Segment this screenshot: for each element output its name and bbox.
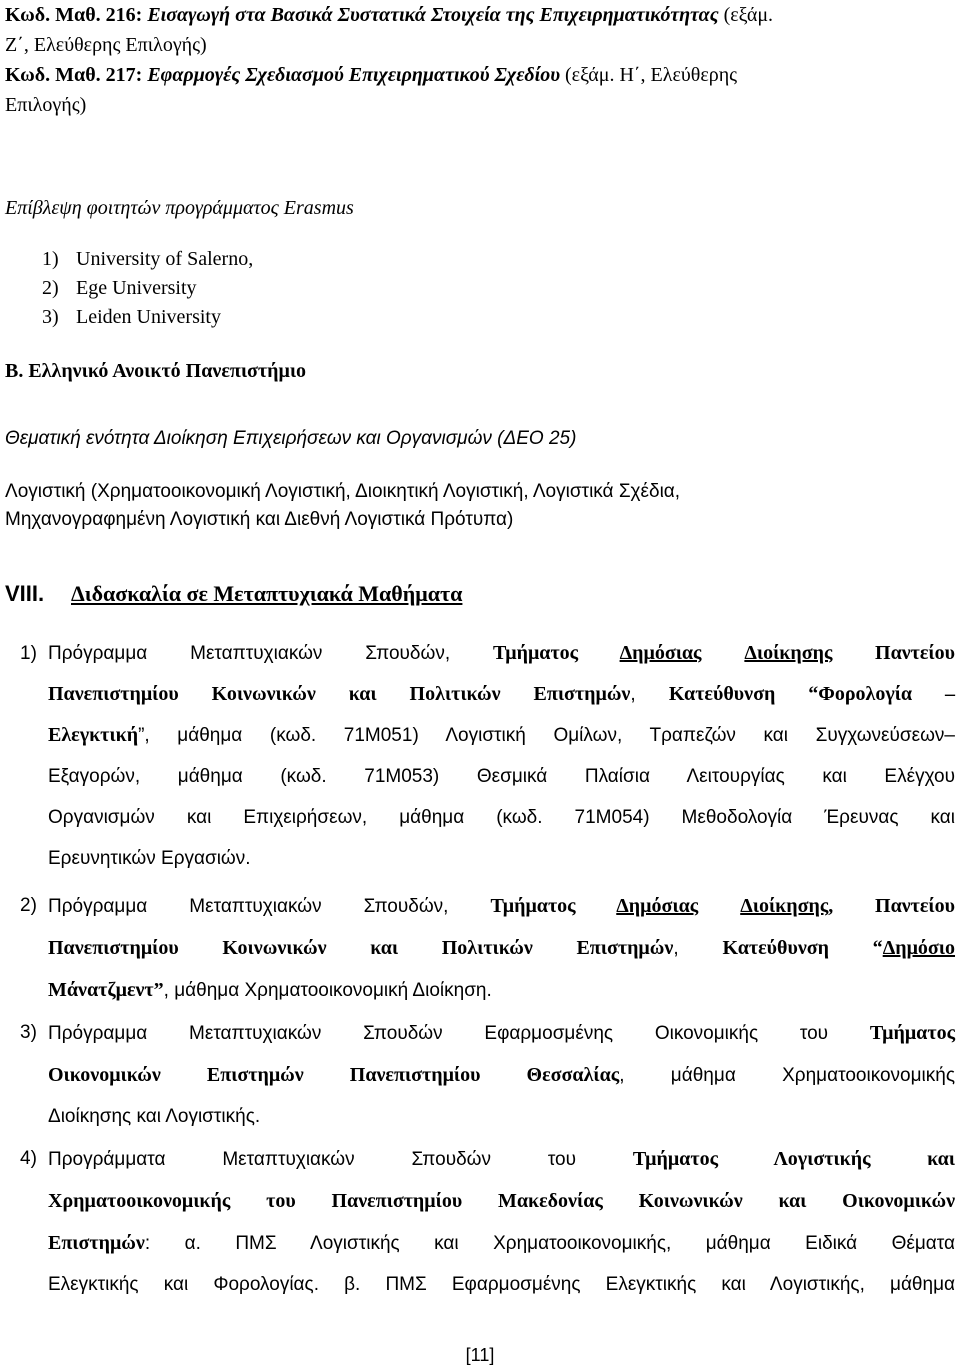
- item-row: Οικονομικών Επιστημών Πανεπιστημίου Θεσσαλίας, μάθημα Χρηματοοικονομικής: [48, 1064, 955, 1086]
- item-row: Ερευνητικών Εργασιών.: [48, 848, 251, 869]
- erasmus-item: 1) University of Salerno,: [42, 248, 254, 270]
- item-row: Πανεπιστημίου Κοινωνικών και Πολιτικών Επιστημών, Κατεύθυνση “Δημόσιο: [48, 937, 956, 959]
- accounting-line: Λογιστική (Χρηματοοικονομική Λογιστική, Διοικητική Λογιστική, Λογιστικά Σχέδια,: [5, 481, 681, 502]
- section-b-heading: Β. Ελληνικό Ανοικτό Πανεπιστήμιο: [5, 360, 307, 382]
- erasmus-title: Επίβλεψη φοιτητών προγράμματος Erasmus: [5, 197, 354, 219]
- item-row: Οργανισμών και Επιχειρήσεων, μάθημα (κωδ. 71Μ054) Μεθοδολογία Έρευνας και: [48, 807, 955, 828]
- item-row: 2) Πρόγραμμα Μεταπτυχιακών Σπουδών, Τμήματος Δημόσιας Διοίκησης, Παντείου: [20, 885, 955, 927]
- item-row: Πανεπιστημίου Κοινωνικών και Πολιτικών Επιστημών, Κατεύθυνση “Φορολογία –: [48, 683, 956, 705]
- item-row: 4) Προγράμματα Μεταπτυχιακών Σπουδών του Τμήματος Λογιστικής και: [20, 1138, 955, 1180]
- postgrad-item: [20, 633, 955, 879]
- item-row: 3) Πρόγραμμα Μεταπτυχιακών Σπουδών Εφαρμοσμένης Οικονομικής του Τμήματος: [20, 1012, 955, 1054]
- module-title: Θεματική ενότητα Διοίκηση Επιχειρήσεων και Οργανισμών (ΔΕΟ 25): [5, 428, 577, 449]
- erasmus-item: 3) Leiden University: [42, 306, 221, 328]
- course-217-title: Εφαρμογές Σχεδιασμού Επιχειρηματικού Σχεδίου: [147, 64, 561, 86]
- item-number: 4): [20, 1148, 37, 1169]
- item-number: 3): [20, 1022, 37, 1043]
- section-number: VIII.: [5, 581, 45, 606]
- item-row: Επιστημών: α. ΠΜΣ Λογιστικής και Χρηματοοικονομικής, μάθημα Ειδικά Θέματα: [48, 1232, 955, 1254]
- course-list: [5, 0, 955, 120]
- section-title: Διδασκαλία σε Μεταπτυχιακά Μαθήματα: [71, 581, 463, 606]
- item-row: Χρηματοοικονομικής του Πανεπιστημίου Μακεδονίας Κοινωνικών και Οικονομικών: [48, 1190, 955, 1212]
- course-216-title: Εισαγωγή στα Βασικά Συστατικά Στοιχεία της Επιχειρηματικότητας: [147, 4, 719, 26]
- item-number: 1): [20, 643, 37, 664]
- postgrad-item: [20, 1012, 955, 1138]
- item-row: Εξαγορών, μάθημα (κωδ. 71Μ053) Θεσμικά Πλαίσια Λειτουργίας και Ελέγχου: [48, 766, 955, 787]
- accounting-line: Μηχανογραφημένη Λογιστική και Διεθνή Λογιστικά Πρότυπα): [5, 509, 514, 530]
- course-217-line-2: Επιλογής): [5, 94, 87, 116]
- course-217-line-1: Κωδ. Μαθ. 217: Εφαρμογές Σχεδιασμού Επιχειρηματικού Σχεδίου (εξάμ. Η΄, Ελεύθερης: [5, 64, 738, 86]
- postgrad-item: [20, 1138, 955, 1306]
- item-number: 2): [20, 895, 37, 916]
- postgrad-item: [20, 885, 955, 1011]
- course-216-line-2: Ζ΄, Ελεύθερης Επιλογής): [5, 34, 207, 56]
- section-viii-heading: [5, 575, 960, 613]
- item-row: Διοίκησης και Λογιστικής.: [48, 1106, 261, 1127]
- erasmus-list: [42, 245, 960, 332]
- item-row: 1) Πρόγραμμα Μεταπτυχιακών Σπουδών, Τμήματος Δημόσιας Διοίκησης Παντείου: [20, 633, 955, 674]
- item-row: Μάνατζμεντ”, μάθημα Χρηματοοικονομική Διοίκηση.: [48, 979, 492, 1001]
- erasmus-item: 2) Ege University: [42, 277, 197, 299]
- accounting-description: [5, 478, 955, 534]
- page-number: [11]: [465, 1345, 495, 1365]
- item-row: Ελεγκτική”, μάθημα (κωδ. 71Μ051) Λογιστική Ομίλων, Τραπεζών και Συγχωνεύσεων–: [48, 724, 955, 746]
- item-row: Ελεγκτικής και Φορολογίας. β. ΠΜΣ Εφαρμοσμένης Ελεγκτικής και Λογιστικής, μάθημα: [48, 1274, 955, 1295]
- course-216-line-1: Κωδ. Μαθ. 216: Εισαγωγή στα Βασικά Συστατικά Στοιχεία της Επιχειρηματικότητας (εξάμ.: [5, 4, 774, 26]
